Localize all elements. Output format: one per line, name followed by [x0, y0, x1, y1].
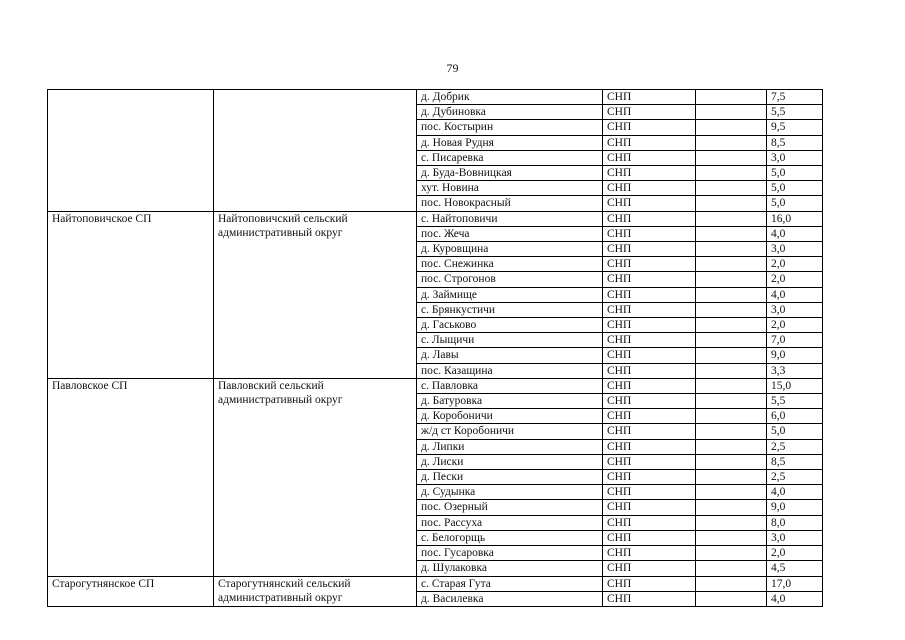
- okrug-cell: Найтоповичский сельский административный округ: [214, 211, 417, 378]
- table-row: [48, 378, 823, 393]
- okrug-cell: [214, 90, 417, 212]
- page-number: 79: [446, 61, 459, 75]
- value-cell: 5,0: [767, 196, 823, 211]
- empty-cell: [696, 302, 767, 317]
- locality-cell: д. Дубиновка: [417, 105, 603, 120]
- type-cell: СНП: [603, 105, 696, 120]
- empty-cell: [696, 363, 767, 378]
- type-cell: СНП: [603, 135, 696, 150]
- empty-cell: [696, 576, 767, 591]
- empty-cell: [696, 409, 767, 424]
- value-cell: 5,0: [767, 181, 823, 196]
- locality-cell: пос. Жеча: [417, 226, 603, 241]
- empty-cell: [696, 394, 767, 409]
- value-cell: 15,0: [767, 378, 823, 393]
- value-cell: 5,0: [767, 424, 823, 439]
- type-cell: СНП: [603, 348, 696, 363]
- type-cell: СНП: [603, 150, 696, 165]
- type-cell: СНП: [603, 470, 696, 485]
- type-cell: СНП: [603, 530, 696, 545]
- locality-cell: д. Батуровка: [417, 394, 603, 409]
- empty-cell: [696, 561, 767, 576]
- empty-cell: [696, 242, 767, 257]
- locality-cell: д. Коробоничи: [417, 409, 603, 424]
- empty-cell: [696, 591, 767, 606]
- locality-cell: с. Павловка: [417, 378, 603, 393]
- empty-cell: [696, 470, 767, 485]
- value-cell: 5,0: [767, 166, 823, 181]
- value-cell: 4,0: [767, 226, 823, 241]
- empty-cell: [696, 318, 767, 333]
- value-cell: 9,5: [767, 120, 823, 135]
- locality-cell: с. Писаревка: [417, 150, 603, 165]
- type-cell: СНП: [603, 242, 696, 257]
- locality-cell: с. Лыщичи: [417, 333, 603, 348]
- empty-cell: [696, 530, 767, 545]
- type-cell: СНП: [603, 120, 696, 135]
- locality-cell: д. Новая Рудня: [417, 135, 603, 150]
- locality-cell: д. Лавы: [417, 348, 603, 363]
- empty-cell: [696, 226, 767, 241]
- locality-cell: пос. Костырин: [417, 120, 603, 135]
- okrug-cell: Павловский сельский административный округ: [214, 378, 417, 576]
- type-cell: СНП: [603, 591, 696, 606]
- locality-cell: д. Добрик: [417, 90, 603, 105]
- value-cell: 9,0: [767, 348, 823, 363]
- locality-cell: с. Белогорщь: [417, 530, 603, 545]
- empty-cell: [696, 150, 767, 165]
- settlement-cell: Найтоповичское СП: [48, 211, 214, 378]
- type-cell: СНП: [603, 394, 696, 409]
- value-cell: 4,5: [767, 561, 823, 576]
- locality-cell: пос. Снежинка: [417, 257, 603, 272]
- empty-cell: [696, 424, 767, 439]
- value-cell: 3,0: [767, 530, 823, 545]
- locality-cell: д. Шулаковка: [417, 561, 603, 576]
- locality-cell: пос. Озерный: [417, 500, 603, 515]
- type-cell: СНП: [603, 196, 696, 211]
- type-cell: СНП: [603, 378, 696, 393]
- type-cell: СНП: [603, 333, 696, 348]
- empty-cell: [696, 439, 767, 454]
- type-cell: СНП: [603, 211, 696, 226]
- value-cell: 3,0: [767, 242, 823, 257]
- empty-cell: [696, 120, 767, 135]
- locality-cell: с. Брянкустичи: [417, 302, 603, 317]
- table-row: [48, 576, 823, 591]
- value-cell: 2,5: [767, 470, 823, 485]
- type-cell: СНП: [603, 409, 696, 424]
- type-cell: СНП: [603, 500, 696, 515]
- locality-cell: с. Найтоповичи: [417, 211, 603, 226]
- settlement-cell: Старогутнянское СП: [48, 576, 214, 606]
- value-cell: 3,3: [767, 363, 823, 378]
- empty-cell: [696, 515, 767, 530]
- value-cell: 5,5: [767, 394, 823, 409]
- locality-cell: д. Займище: [417, 287, 603, 302]
- value-cell: 9,0: [767, 500, 823, 515]
- settlements-table: [47, 89, 823, 607]
- type-cell: СНП: [603, 257, 696, 272]
- value-cell: 17,0: [767, 576, 823, 591]
- empty-cell: [696, 90, 767, 105]
- empty-cell: [696, 211, 767, 226]
- locality-cell: пос. Новокрасный: [417, 196, 603, 211]
- type-cell: СНП: [603, 90, 696, 105]
- locality-cell: д. Василевка: [417, 591, 603, 606]
- type-cell: СНП: [603, 166, 696, 181]
- value-cell: 8,5: [767, 135, 823, 150]
- locality-cell: д. Лиски: [417, 454, 603, 469]
- empty-cell: [696, 500, 767, 515]
- empty-cell: [696, 135, 767, 150]
- type-cell: СНП: [603, 424, 696, 439]
- locality-cell: ж/д ст Коробоничи: [417, 424, 603, 439]
- value-cell: 2,0: [767, 257, 823, 272]
- value-cell: 7,5: [767, 90, 823, 105]
- type-cell: СНП: [603, 439, 696, 454]
- locality-cell: д. Липки: [417, 439, 603, 454]
- empty-cell: [696, 348, 767, 363]
- type-cell: СНП: [603, 272, 696, 287]
- value-cell: 3,0: [767, 302, 823, 317]
- value-cell: 2,0: [767, 272, 823, 287]
- empty-cell: [696, 166, 767, 181]
- type-cell: СНП: [603, 287, 696, 302]
- value-cell: 2,0: [767, 318, 823, 333]
- value-cell: 2,0: [767, 546, 823, 561]
- empty-cell: [696, 196, 767, 211]
- type-cell: СНП: [603, 561, 696, 576]
- value-cell: 8,5: [767, 454, 823, 469]
- type-cell: СНП: [603, 485, 696, 500]
- empty-cell: [696, 485, 767, 500]
- empty-cell: [696, 181, 767, 196]
- settlement-cell: Павловское СП: [48, 378, 214, 576]
- locality-cell: пос. Строгонов: [417, 272, 603, 287]
- locality-cell: д. Куровщина: [417, 242, 603, 257]
- table-row: [48, 211, 823, 226]
- okrug-cell: Старогутнянский сельский административный округ: [214, 576, 417, 606]
- type-cell: СНП: [603, 454, 696, 469]
- value-cell: 7,0: [767, 333, 823, 348]
- empty-cell: [696, 287, 767, 302]
- empty-cell: [696, 454, 767, 469]
- value-cell: 4,0: [767, 591, 823, 606]
- empty-cell: [696, 272, 767, 287]
- value-cell: 3,0: [767, 150, 823, 165]
- value-cell: 16,0: [767, 211, 823, 226]
- value-cell: 6,0: [767, 409, 823, 424]
- type-cell: СНП: [603, 546, 696, 561]
- value-cell: 5,5: [767, 105, 823, 120]
- type-cell: СНП: [603, 318, 696, 333]
- locality-cell: хут. Новина: [417, 181, 603, 196]
- empty-cell: [696, 257, 767, 272]
- settlement-cell: [48, 90, 214, 212]
- type-cell: СНП: [603, 363, 696, 378]
- value-cell: 4,0: [767, 485, 823, 500]
- type-cell: СНП: [603, 302, 696, 317]
- empty-cell: [696, 105, 767, 120]
- locality-cell: д. Буда-Вовницкая: [417, 166, 603, 181]
- value-cell: 8,0: [767, 515, 823, 530]
- locality-cell: с. Старая Гута: [417, 576, 603, 591]
- table-row: [48, 90, 823, 105]
- empty-cell: [696, 546, 767, 561]
- type-cell: СНП: [603, 181, 696, 196]
- empty-cell: [696, 378, 767, 393]
- locality-cell: пос. Гусаровка: [417, 546, 603, 561]
- type-cell: СНП: [603, 515, 696, 530]
- locality-cell: д. Судынка: [417, 485, 603, 500]
- value-cell: 4,0: [767, 287, 823, 302]
- locality-cell: пос. Казащина: [417, 363, 603, 378]
- value-cell: 2,5: [767, 439, 823, 454]
- locality-cell: д. Гаськово: [417, 318, 603, 333]
- type-cell: СНП: [603, 226, 696, 241]
- empty-cell: [696, 333, 767, 348]
- locality-cell: пос. Рассуха: [417, 515, 603, 530]
- locality-cell: д. Пески: [417, 470, 603, 485]
- type-cell: СНП: [603, 576, 696, 591]
